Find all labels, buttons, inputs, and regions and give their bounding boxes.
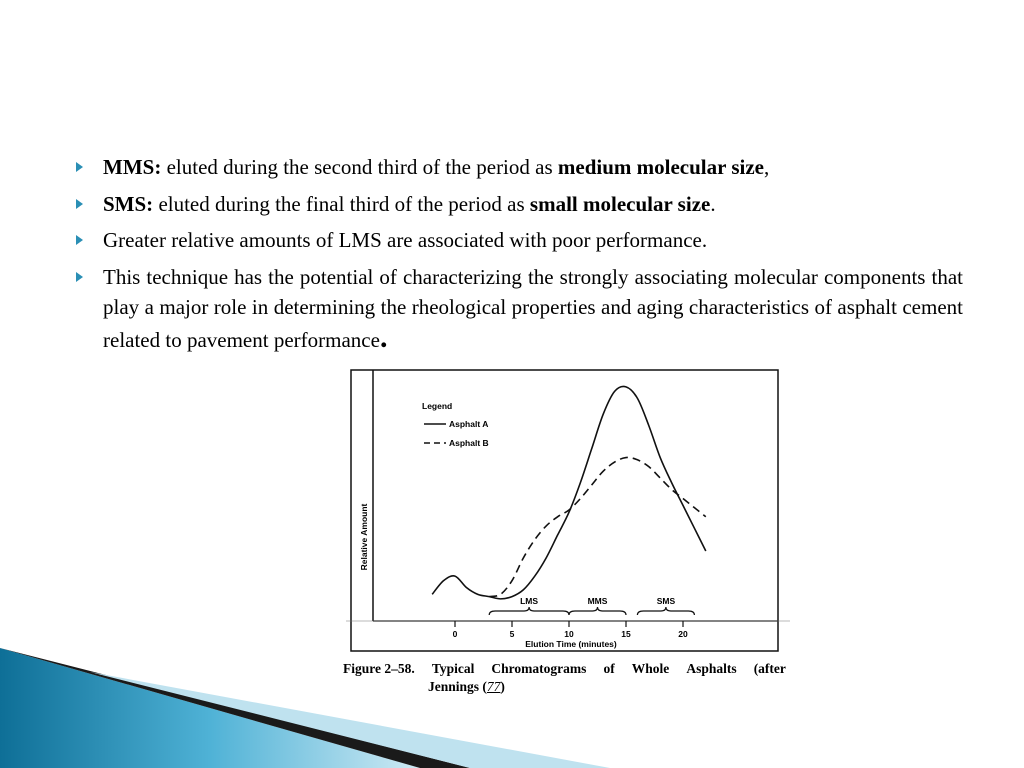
region-brace-sms [637,607,694,615]
caption-word: (after [753,661,786,676]
legend-label-asphalt-b: Asphalt B [449,438,489,448]
legend-title: Legend [422,401,453,411]
bullet-sms: SMS: eluted during the final third of the period as small molecular size. [76,189,963,220]
caption-word: Typical [431,661,475,676]
bullet-list [76,152,963,361]
caption-word: Asphalts [686,661,737,676]
bullet-arrow-icon [76,162,83,172]
y-axis-label: Relative Amount [359,503,369,571]
caption-figure-label: Figure 2–58. [343,661,415,676]
region-label-sms: SMS [656,596,676,606]
figure-caption: Figure 2–58. Typical Chromatograms of Whole Asphalts (after Jennings (77) [343,661,786,694]
caption-word: Chromatograms [491,661,587,676]
x-tick-label: 10 [564,629,574,639]
x-tick-label: 15 [621,629,631,639]
legend-label-asphalt-a: Asphalt A [449,419,489,429]
region-brace-lms [489,607,569,615]
bullet-arrow-icon [76,272,83,282]
bullet-technique: This technique has the potential of characterizing the strongly associating molecular components that play a major role in determining the rheological properties and aging characteristics of asphalt cement related to pavement performance. [76,262,963,356]
chromatogram-figure [343,367,790,703]
chart-border [351,370,778,651]
chromatogram-chart [343,367,790,657]
region-brace-mms [569,607,626,615]
region-label-lms: LMS [520,596,539,606]
bullet-mms: MMS: eluted during the second third of the period as medium molecular size, [76,152,963,183]
series-line-asphalt-b [489,457,706,596]
caption-word: of [603,661,615,676]
bullet-arrow-icon [76,235,83,245]
x-axis-label: Elution Time (minutes) [525,639,617,649]
caption-reference-link[interactable]: 77 [486,679,501,694]
x-tick-label: 0 [452,629,458,639]
bullet-arrow-icon [76,199,83,209]
bullet-lms: Greater relative amounts of LMS are associated with poor performance. [76,225,963,256]
x-tick-label: 5 [509,629,515,639]
region-label-mms: MMS [587,596,608,606]
caption-word: Whole [631,661,670,676]
caption-author: Jennings ( [428,679,487,694]
x-tick-label: 20 [678,629,688,639]
